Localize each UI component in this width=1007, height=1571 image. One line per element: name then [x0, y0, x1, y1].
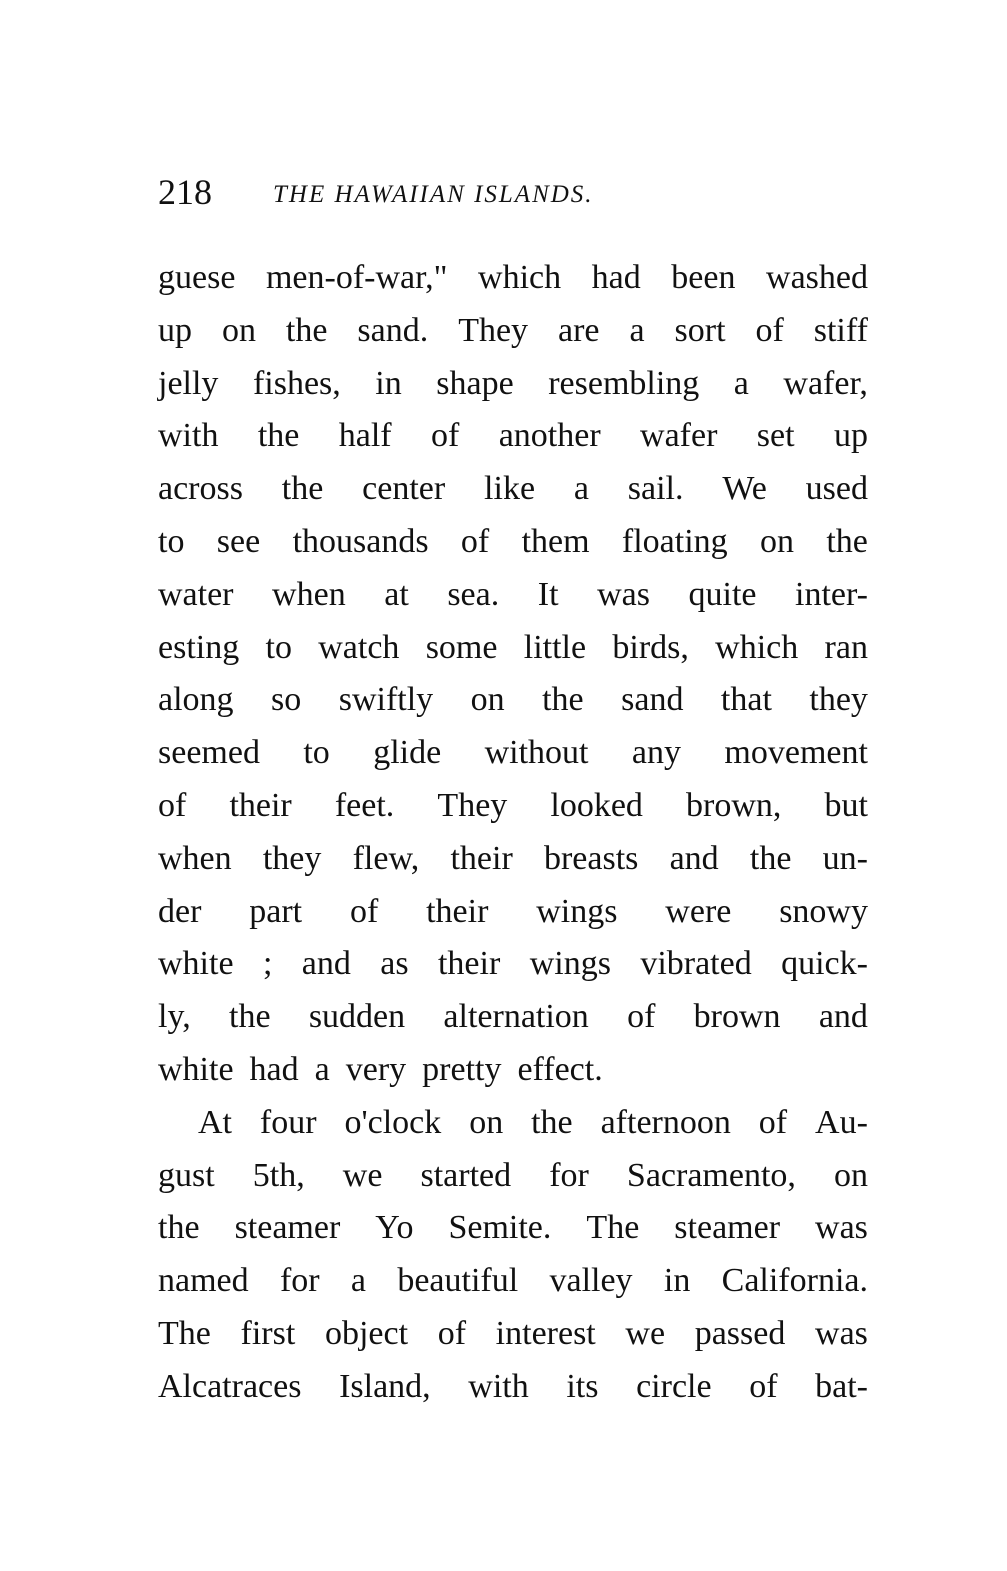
word: of — [758, 1103, 788, 1141]
word: wings — [529, 945, 611, 983]
word: were — [665, 892, 732, 930]
word: their — [229, 786, 292, 824]
word: on — [221, 311, 256, 349]
word: had — [249, 1050, 299, 1088]
word: the — [257, 417, 300, 455]
word: of — [437, 1314, 467, 1352]
word: sort — [674, 311, 726, 349]
text-line — [158, 1150, 868, 1203]
word: sand. — [357, 311, 429, 349]
word: named — [158, 1262, 249, 1300]
word: sea. — [447, 575, 500, 613]
text-line — [158, 305, 868, 358]
word: was — [597, 575, 650, 613]
word: their — [450, 839, 513, 877]
word: wings — [536, 892, 618, 930]
word: a — [314, 1050, 330, 1088]
word: of — [349, 892, 379, 930]
word: a — [350, 1262, 367, 1300]
word: floating — [621, 522, 728, 560]
word: brown, — [686, 786, 782, 824]
word: up — [158, 311, 192, 349]
word: pretty — [422, 1050, 502, 1088]
word: a — [733, 364, 749, 402]
text-line — [158, 886, 868, 939]
text-line — [158, 1308, 868, 1361]
word: and — [818, 998, 868, 1036]
word: The — [586, 1209, 640, 1247]
word: any — [631, 734, 682, 772]
body-text — [158, 252, 868, 1414]
word: on — [833, 1156, 868, 1194]
word: but — [824, 786, 868, 824]
word: gust — [158, 1156, 215, 1194]
word: fishes, — [252, 364, 341, 402]
word: object — [324, 1314, 409, 1352]
word: movement — [724, 734, 868, 772]
word: breasts — [543, 839, 639, 877]
word: without — [484, 734, 589, 772]
word: Yo — [375, 1209, 414, 1247]
text-line — [158, 252, 868, 305]
word: when — [272, 575, 346, 613]
word: sand — [621, 681, 684, 719]
word: Semite. — [448, 1209, 552, 1247]
word: had — [591, 259, 641, 296]
word: to — [303, 734, 330, 772]
word: as — [380, 945, 409, 983]
word: shape — [436, 364, 514, 402]
text-line — [158, 1097, 868, 1150]
word: resembling — [548, 364, 700, 402]
word: circle — [636, 1367, 712, 1405]
running-title: THE HAWAIIAN ISLANDS. — [273, 181, 594, 208]
word: its — [566, 1367, 599, 1405]
text-line — [158, 1255, 868, 1308]
word: brown — [693, 998, 781, 1036]
word: little — [523, 628, 587, 666]
word: their — [437, 945, 501, 983]
word: stiff — [813, 311, 868, 349]
text-line — [158, 516, 868, 569]
word: with — [158, 417, 219, 455]
word: un- — [822, 839, 868, 877]
word: started — [420, 1156, 512, 1194]
word: to — [158, 522, 185, 560]
word: 5th, — [252, 1156, 305, 1194]
word: on — [760, 522, 795, 560]
word: for — [549, 1156, 589, 1194]
word: we — [625, 1314, 666, 1352]
word: quick- — [781, 945, 868, 983]
word: guese — [158, 259, 236, 296]
word: the — [285, 311, 328, 349]
word: they — [262, 839, 322, 877]
word: used — [805, 470, 868, 508]
word: vibrated — [640, 945, 752, 983]
running-head — [158, 170, 878, 220]
word: wafer, — [783, 364, 868, 402]
word: esting — [158, 628, 240, 666]
text-line — [158, 1361, 868, 1414]
word: washed — [766, 259, 868, 296]
word: a — [629, 311, 645, 349]
text-line — [158, 833, 868, 886]
word: water — [158, 575, 234, 613]
word: that — [720, 681, 772, 719]
word: four — [259, 1103, 317, 1141]
word: some — [425, 628, 498, 666]
word: ran — [824, 628, 868, 666]
word: and — [301, 945, 351, 983]
word: passed — [694, 1314, 786, 1352]
word: der — [158, 892, 202, 930]
word: the — [826, 522, 868, 560]
word: of — [460, 522, 490, 560]
word: They — [437, 786, 508, 824]
text-line — [158, 991, 868, 1044]
word: They — [458, 311, 529, 349]
word: and — [669, 839, 719, 877]
word: Au- — [815, 1103, 868, 1141]
word: of — [749, 1367, 778, 1405]
word: Alcatraces — [158, 1367, 302, 1405]
word: the — [542, 681, 584, 719]
word: on — [470, 681, 505, 719]
word: part — [249, 892, 303, 930]
word: birds, — [612, 628, 689, 666]
word: quite — [688, 575, 757, 613]
word: feet. — [334, 786, 395, 824]
word: It — [537, 575, 559, 613]
word: like — [484, 470, 536, 508]
word: alternation — [443, 998, 589, 1036]
text-line — [158, 780, 868, 833]
word: was — [815, 1314, 868, 1352]
word: half — [338, 417, 392, 455]
word: Island, — [339, 1367, 431, 1405]
word: effect. — [517, 1050, 603, 1088]
word: which — [715, 628, 799, 666]
word: valley — [549, 1262, 633, 1300]
word: sail. — [627, 470, 684, 508]
word: in — [663, 1262, 691, 1300]
word: steamer — [234, 1209, 341, 1247]
word: so — [271, 681, 302, 719]
word: white — [158, 945, 234, 983]
word: the — [531, 1103, 573, 1141]
word: along — [158, 681, 234, 719]
word: set — [756, 417, 795, 455]
word: We — [722, 470, 767, 508]
word: of — [158, 786, 187, 824]
word: see — [216, 522, 261, 560]
word: thousands — [292, 522, 429, 560]
word: looked — [550, 786, 643, 824]
word: flew, — [352, 839, 420, 877]
word: another — [498, 417, 601, 455]
word: At — [198, 1103, 232, 1141]
word: the — [281, 470, 324, 508]
word: afternoon — [600, 1103, 731, 1141]
word: been — [671, 259, 736, 296]
word: when — [158, 839, 232, 877]
word: watch — [318, 628, 400, 666]
word: are — [558, 311, 600, 349]
word: up — [833, 417, 868, 455]
word: beautiful — [397, 1262, 519, 1300]
word: first — [240, 1314, 296, 1352]
text-line — [158, 727, 868, 780]
text-line — [158, 622, 868, 675]
text-line — [158, 463, 868, 516]
word: in — [375, 364, 402, 402]
word: of — [755, 311, 784, 349]
word: on — [469, 1103, 504, 1141]
word: California. — [721, 1262, 868, 1300]
word: a — [573, 470, 589, 508]
text-line — [158, 410, 868, 463]
word: The — [158, 1314, 211, 1352]
word: men-of-war," — [265, 259, 448, 296]
word: for — [279, 1262, 320, 1300]
word: steamer — [674, 1209, 781, 1247]
word: the — [749, 839, 792, 877]
word: wafer — [640, 417, 718, 455]
word: was — [815, 1209, 868, 1247]
word: at — [384, 575, 409, 613]
word: o'clock — [344, 1103, 442, 1141]
word: snowy — [779, 892, 868, 930]
text-line — [158, 674, 868, 727]
word: they — [809, 681, 868, 719]
word: white — [158, 1050, 234, 1088]
word: swiftly — [338, 681, 434, 719]
word: Sacramento, — [626, 1156, 796, 1194]
word: bat- — [815, 1367, 868, 1405]
word: interest — [495, 1314, 596, 1352]
word: the — [158, 1209, 200, 1247]
word: of — [430, 417, 460, 455]
page-number: 218 — [158, 172, 212, 212]
word: ; — [262, 945, 273, 983]
word: center — [362, 470, 446, 508]
word: of — [627, 998, 656, 1036]
word: the — [229, 998, 271, 1036]
text-line — [158, 358, 868, 411]
word: we — [342, 1156, 383, 1194]
word: jelly — [158, 364, 219, 402]
word: which — [478, 259, 562, 296]
word: seemed — [158, 734, 260, 772]
text-line — [158, 938, 868, 991]
word: them — [521, 522, 590, 560]
word: their — [426, 892, 489, 930]
word: glide — [373, 734, 442, 772]
text-line — [158, 1202, 868, 1255]
word: very — [345, 1050, 407, 1088]
text-line — [158, 569, 868, 622]
word: with — [468, 1367, 529, 1405]
word: sudden — [308, 998, 406, 1036]
word: to — [265, 628, 292, 666]
text-line — [158, 1044, 868, 1097]
word: across — [158, 470, 243, 508]
word: inter- — [795, 575, 868, 613]
word: ly, — [158, 998, 191, 1036]
